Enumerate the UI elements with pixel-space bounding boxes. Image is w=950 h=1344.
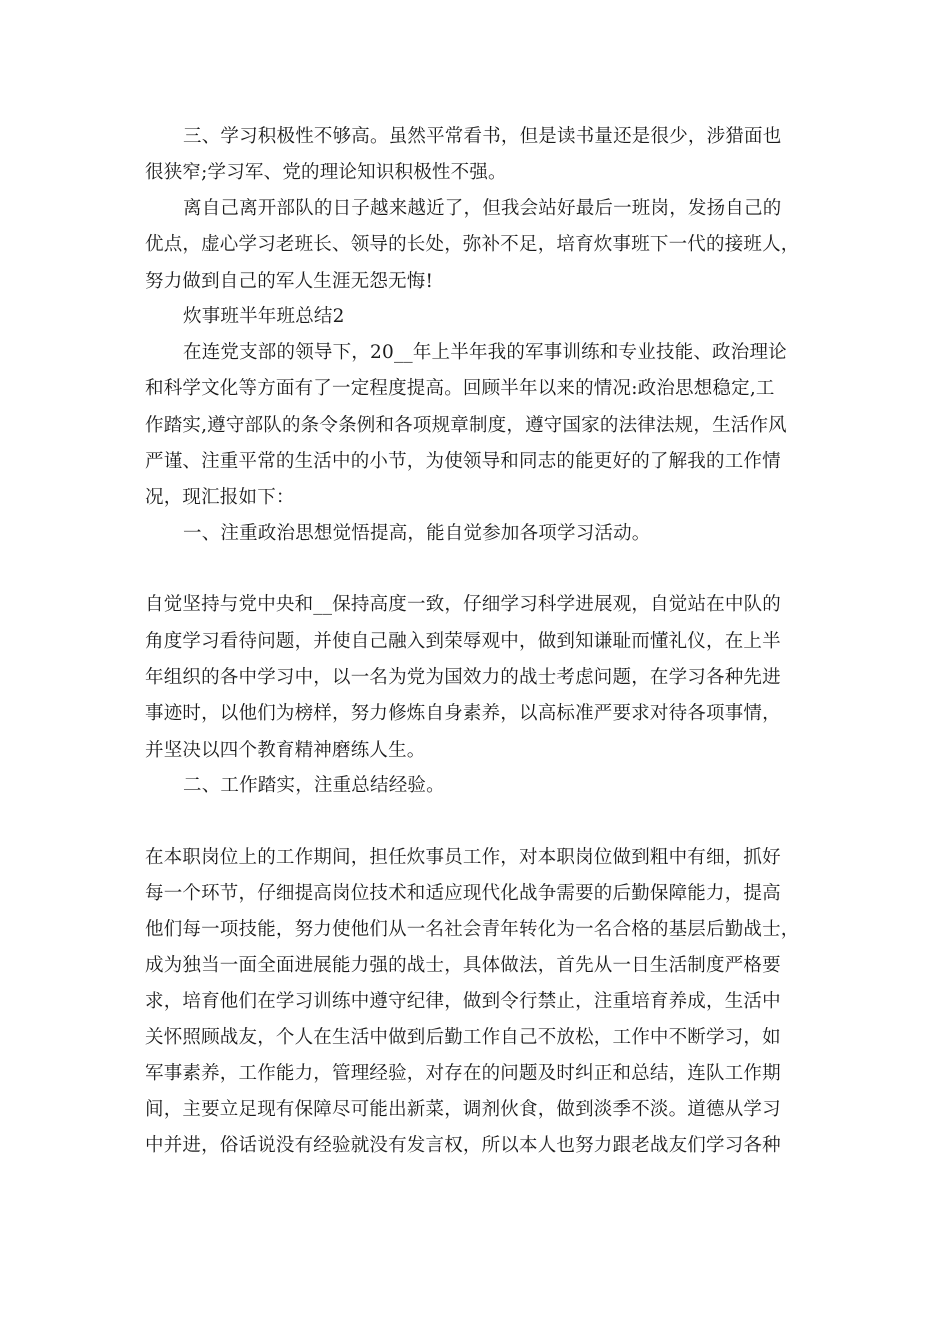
text-line: 每一个环节，仔细提高岗位技术和适应现代化战争需要的后勤保障能力，提高 [145, 883, 781, 904]
text-line: 自觉坚持与党中央和__保持高度一致，仔细学习科学进展观，自觉站在中队的 [145, 594, 782, 615]
section-heading: 一、注重政治思想觉悟提高，能自觉参加各项学习活动。 [183, 523, 651, 544]
text-line: 严谨、注重平常的生活中的小节，为使领导和同志的能更好的了解我的工作情 [145, 451, 781, 472]
text-line: 在连党支部的领导下，20__年上半年我的军事训练和专业技能、政治理论 [183, 342, 787, 363]
text-line: 年组织的各中学习中，以一名为党为国效力的战士考虑问题，在学习各种先进 [145, 667, 781, 688]
text-line: 成为独当一面全面进展能力强的战士，具体做法，首先从一日生活制度严格要 [145, 955, 781, 976]
text-line: 角度学习看待问题，并使自己融入到荣辱观中，做到知谦耻而懂礼仪，在上半 [145, 631, 781, 652]
text-line: 优点，虚心学习老班长、领导的长处，弥补不足，培育炊事班下一代的接班人， [145, 234, 800, 255]
text-line: 求，培育他们在学习训练中遵守纪律，做到令行禁止，注重培育养成，生活中 [145, 991, 781, 1012]
text-line: 在本职岗位上的工作期间，担任炊事员工作，对本职岗位做到粗中有细，抓好 [145, 847, 781, 868]
text-line: 并坚决以四个教育精神磨练人生。 [145, 740, 426, 761]
text-line: 事迹时，以他们为榜样，努力修炼自身素养，以高标准严要求对待各项事情， [145, 703, 781, 724]
text-line: 离自己离开部队的日子越来越近了，但我会站好最后一班岗，发扬自己的 [183, 198, 782, 219]
text-line: 中并进，俗话说没有经验就没有发言权，所以本人也努力跟老战友们学习各种 [145, 1135, 781, 1156]
section-title: 炊事班半年班总结2 [183, 306, 345, 327]
section-heading: 二、工作踏实，注重总结经验。 [183, 775, 445, 796]
text-line: 很狭窄;学习军、党的理论知识积极性不强。 [145, 162, 507, 183]
text-line: 关怀照顾战友，个人在生活中做到后勤工作自己不放松，工作中不断学习，如 [145, 1027, 781, 1048]
text-line: 间，主要立足现有保障尽可能出新菜，调剂伙食，做到淡季不淡。道德从学习 [145, 1099, 781, 1120]
text-line: 况，现汇报如下： [145, 487, 295, 508]
text-line: 军事素养，工作能力，管理经验，对存在的问题及时纠正和总结，连队工作期 [145, 1063, 781, 1084]
text-line: 和科学文化等方面有了一定程度提高。回顾半年以来的情况:政治思想稳定,工 [145, 378, 775, 399]
text-line: 努力做到自己的军人生涯无怨无悔! [145, 271, 434, 292]
text-line: 三、学习积极性不够高。虽然平常看书，但是读书量还是很少，涉猎面也 [183, 126, 782, 147]
text-line: 他们每一项技能，努力使他们从一名社会青年转化为一名合格的基层后勤战士， [145, 919, 800, 940]
text-line: 作踏实,遵守部队的条令条例和各项规章制度，遵守国家的法律法规，生活作风 [145, 415, 787, 436]
